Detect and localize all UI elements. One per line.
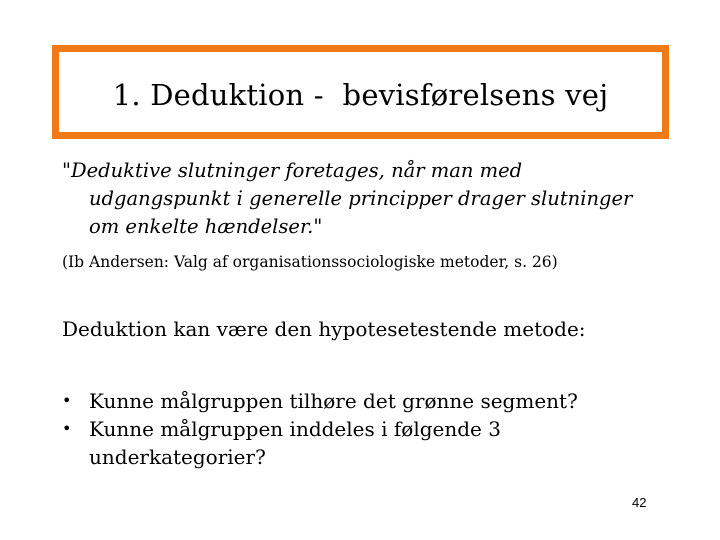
bullet-text: Kunne målgruppen inddeles i følgende 3 underkategorier? (89, 417, 501, 469)
citation: (Ib Andersen: Valg af organisationssociologiske metoder, s. 26) (62, 253, 558, 271)
quote-block (62, 157, 682, 241)
title-box (52, 45, 669, 139)
bullet-item (62, 415, 662, 471)
slide-title: 1. Deduktion - bevisførelsens vej (112, 78, 609, 112)
bullet-icon: • (62, 391, 72, 410)
page-number: 42 (632, 495, 647, 510)
bullet-icon: • (62, 419, 72, 438)
bullet-item (62, 387, 662, 415)
statement-text: Deduktion kan være den hypotesetestende metode: (62, 317, 586, 341)
quote-line: udgangspunkt i generelle principper drager slutninger (89, 187, 633, 210)
bullet-text: Kunne målgruppen tilhøre det grønne segment? (89, 389, 578, 413)
quote-line: om enkelte hændelser." (89, 215, 323, 238)
quote-line: "Deduktive slutninger foretages, når man med (62, 159, 523, 182)
bullet-list (62, 387, 662, 471)
